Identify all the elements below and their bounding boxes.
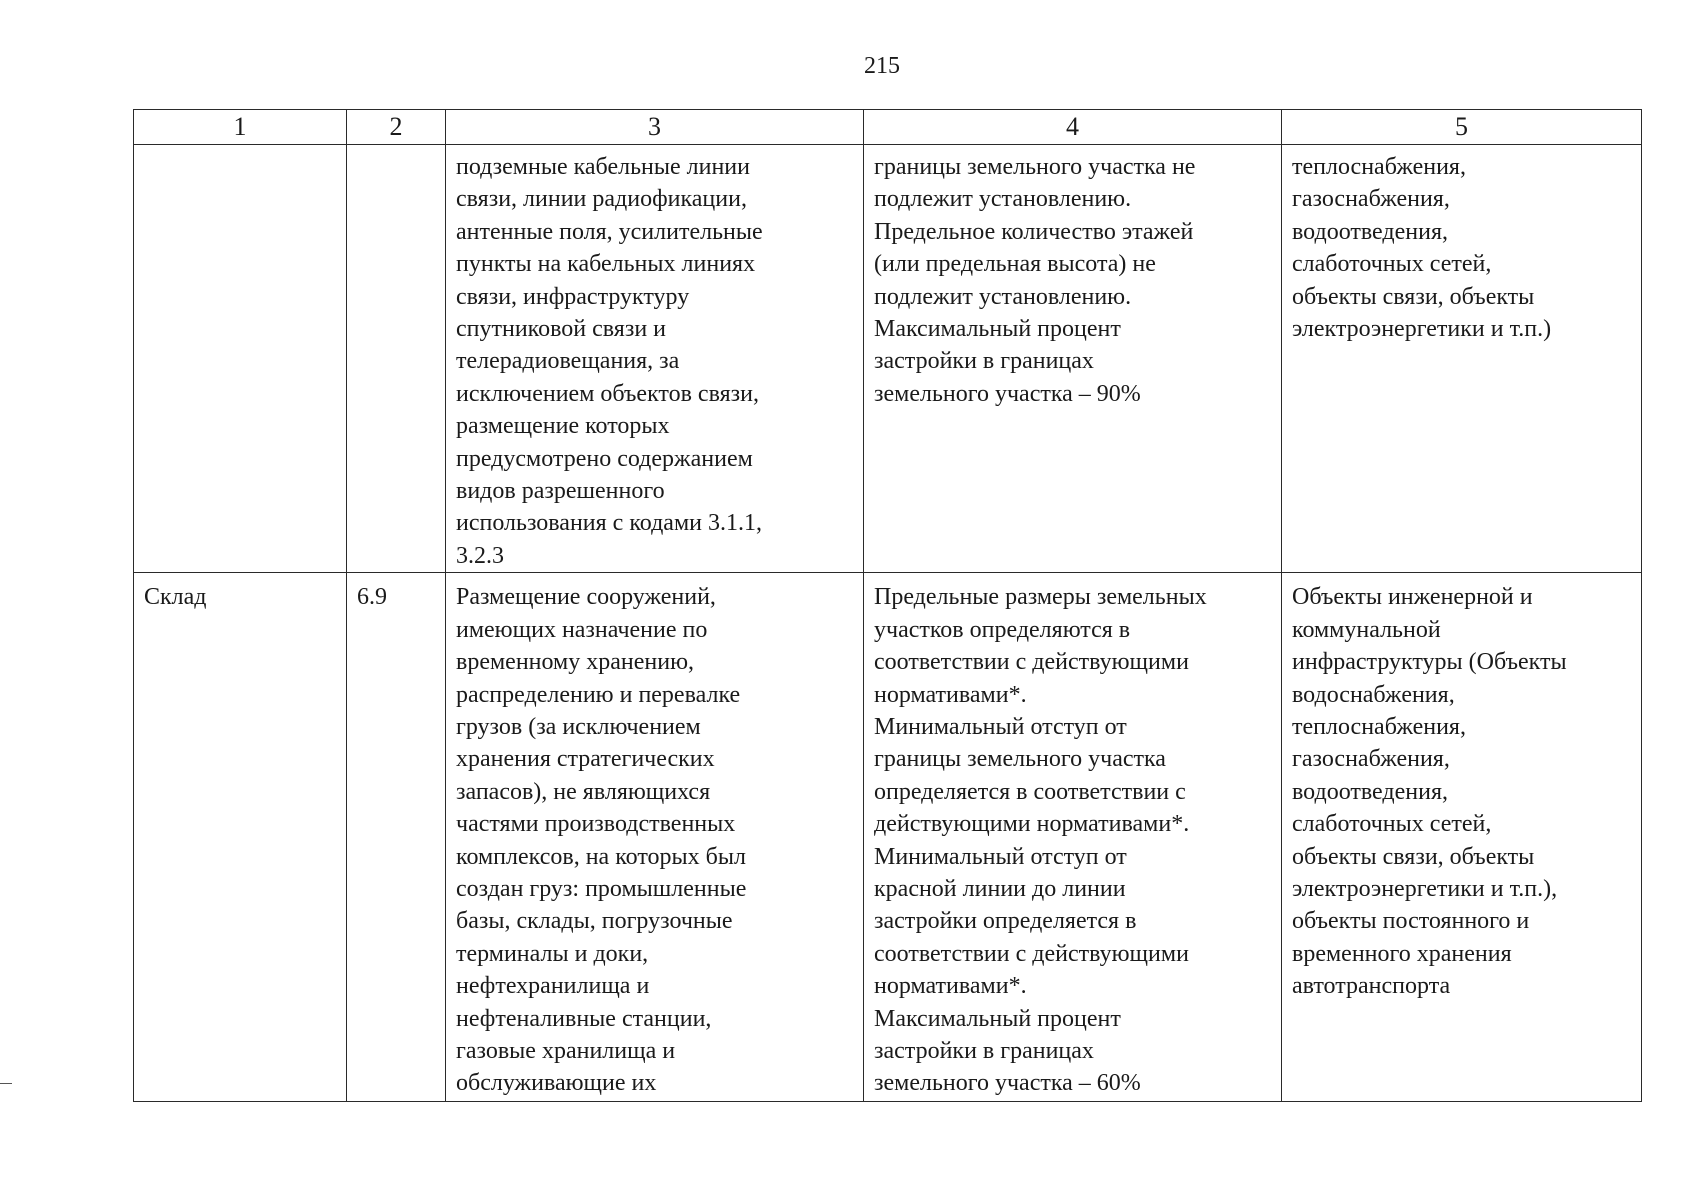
zoning-regulations-table xyxy=(133,109,1642,1102)
column-header-2: 2 xyxy=(347,110,446,145)
cell-parameters: Предельные размеры земельных участков определяются в соответствии с действующими нормативами*. Минимальный отступ от границы земельного участка определяется в соответствии с действующими нормативами*. Минимальный отступ от красной линии до линии застройки определяется в соответствии с действующими нормативами*. Максимальный процент застройки в границах земельного участка – 60% xyxy=(864,573,1282,1102)
column-header-4: 4 xyxy=(864,110,1282,145)
column-header-3: 3 xyxy=(446,110,864,145)
cell-parameters: границы земельного участка не подлежит установлению. Предельное количество этажей (или предельная высота) не подлежит установлению. Максимальный процент застройки в границах земельного участка – 90% xyxy=(864,145,1282,573)
page-number: 215 xyxy=(864,53,900,79)
cell-use-name xyxy=(134,145,347,573)
table-row xyxy=(134,145,1642,573)
cell-use-code xyxy=(347,145,446,573)
cell-use-name: Склад xyxy=(134,573,347,1102)
cell-use-description: Размещение сооружений, имеющих назначение по временному хранению, распределению и перевалке грузов (за исключением хранения стратегических запасов), не являющихся частями производственных комплексов, на которых был создан груз: промышленные базы, склады, погрузочные терминалы и доки, нефтехранилища и нефтеналивные станции, газовые хранилища и обслуживающие их xyxy=(446,573,864,1102)
cell-use-description: подземные кабельные линии связи, линии радиофикации, антенные поля, усилительные пункты на кабельных линиях связи, инфраструктуру спутниковой связи и телерадиовещания, за исключением объектов связи, размещение которых предусмотрено содержанием видов разрешенного использования с кодами 3.1.1, 3.2.3 xyxy=(446,145,864,573)
cell-auxiliary-uses: Объекты инженерной и коммунальной инфраструктуры (Объекты водоснабжения, теплоснабжения, газоснабжения, водоотведения, слаботочных сетей, объекты связи, объекты электроэнергетики и т.п.), объекты постоянного и временного хранения автотранспорта xyxy=(1282,573,1642,1102)
table-row xyxy=(134,573,1642,1102)
margin-mark xyxy=(0,1083,12,1084)
column-header-5: 5 xyxy=(1282,110,1642,145)
cell-use-code: 6.9 xyxy=(347,573,446,1102)
cell-auxiliary-uses: теплоснабжения, газоснабжения, водоотведения, слаботочных сетей, объекты связи, объекты электроэнергетики и т.п.) xyxy=(1282,145,1642,573)
table-header-row xyxy=(134,110,1642,145)
column-header-1: 1 xyxy=(134,110,347,145)
